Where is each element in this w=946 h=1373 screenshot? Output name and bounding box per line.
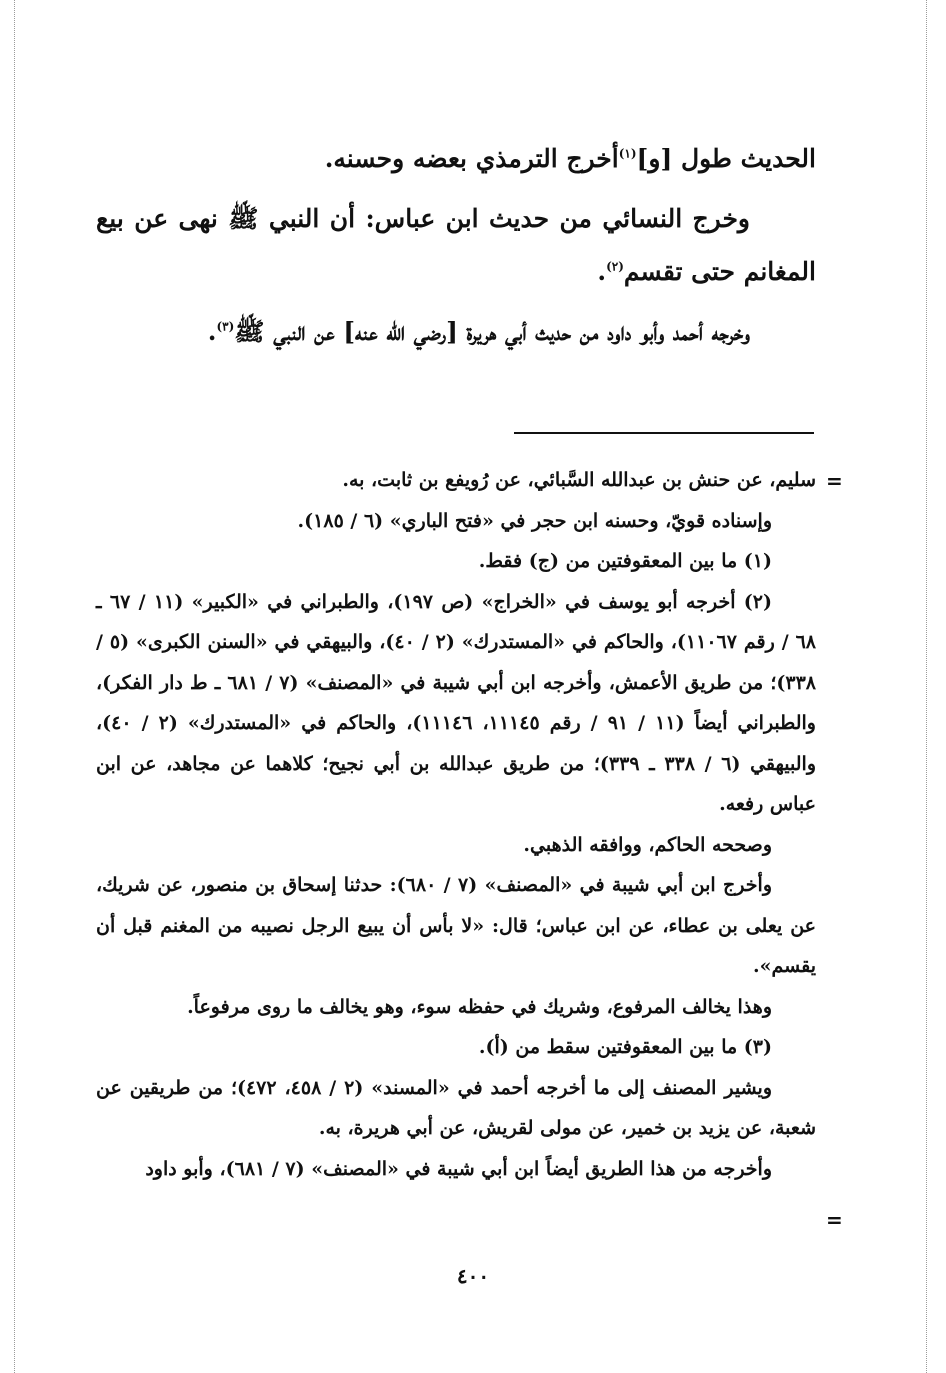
main-paragraph-3 <box>96 305 816 358</box>
footnote-2-grading: وصححه الحاكم، ووافقه الذهبي. <box>523 833 772 856</box>
footnote-continued-line: سليم، عن حنش بن عبدالله السَّبائي، عن رُويفع بن ثابت، به. <box>342 469 816 491</box>
footnote-3-source: ويشير المصنف إلى ما أخرجه أحمد في «المسند» (٢ / ٤٥٨، ٤٧٢)؛ من طريقين عن شعبة، عن يزيد بن خمير، عن مولى لقريش، عن أبي هريرة، به. <box>96 1076 816 1139</box>
footnote-ref-2: (٢) <box>606 259 624 274</box>
page-number: ٤٠٠ <box>456 1264 490 1288</box>
main-paragraph-2-end: . <box>597 257 607 286</box>
footnote-continued-grading: وإسناده قويّ، وحسنه ابن حجر في «فتح الباري» (٦ / ١٨٥). <box>297 509 772 532</box>
continuation-mark-bottom: = <box>826 1208 843 1232</box>
footnote-3: (٣) ما بين المعقوفتين سقط من (أ). <box>478 1036 772 1058</box>
main-paragraph-1-rest: أخرج الترمذي بعضه وحسنه. <box>324 144 619 173</box>
main-paragraph-1-text: الحديث طول [و] <box>636 144 816 173</box>
footnote-2-extra: وأخرج ابن أبي شيبة في «المصنف» (٧ / ٦٨٠): حدثنا إسحاق بن منصور، عن شريك، عن يعلى بن عطاء، عن ابن عباس؛ قال: «لا بأس أن يبيع الرجل نصيبه من المغنم قبل أن يقسم». <box>96 874 816 977</box>
footnote-ref-1: (١) <box>618 146 637 161</box>
left-margin-guide <box>14 0 15 1373</box>
main-body-text <box>96 132 816 365</box>
main-paragraph-2-text: وخرج النسائي من حديث ابن عباس: أن النبي ﷺ نهى عن بيع المغانم حتى تقسم <box>96 204 816 286</box>
main-paragraph-3-text: وخرجه أحمد وأبو داود من حديث أبي هريرة [رضي الله عنه] عن النبي ﷺ <box>234 317 750 346</box>
footnote-ref-3: (٣) <box>216 319 235 334</box>
footnote-separator <box>514 432 814 434</box>
footnotes-section <box>96 460 816 1189</box>
continuation-mark-top: = <box>826 469 843 493</box>
footnote-1: (١) ما بين المعقوفتين من (ج) فقط. <box>478 550 772 572</box>
main-paragraph-2 <box>96 192 816 298</box>
footnote-2-comment: وهذا يخالف المرفوع، وشريك في حفظه سوء، وهو يخالف ما روى مرفوعاً. <box>187 995 772 1018</box>
main-paragraph-3-end: . <box>207 317 217 346</box>
right-margin-guide <box>926 0 927 1373</box>
main-paragraph-1 <box>96 132 816 185</box>
footnote-2: (٢) أخرجه أبو يوسف في «الخراج» (ص ١٩٧)، والطبراني في «الكبير» (١١ / ٦٧ ـ ٦٨ / رقم ١١٠٦٧)، والحاكم في «المستدرك» (٢ / ٤٠)، والبيهقي في «السنن الكبرى» (٥ / ٣٣٨)؛ من طريق الأعمش، وأخرجه ابن أبي شيبة في «المصنف» (٧ / ٦٨١ ـ ط دار الفكر)، والطبراني أيضاً (١١ / ٩١ / رقم ١١١٤٥، ١١١٤٦)، والحاكم في «المستدرك» (٢ / ٤٠)، والبيهقي (٦ / ٣٣٨ ـ ٣٣٩)؛ من طريق عبدالله بن أبي نجيح؛ كلاهما عن مجاهد، عن ابن عباس رفعه. <box>96 590 817 815</box>
footnote-3-continues: وأخرجه من هذا الطريق أيضاً ابن أبي شيبة في «المصنف» (٧ / ٦٨١)، وأبو داود <box>145 1157 772 1180</box>
